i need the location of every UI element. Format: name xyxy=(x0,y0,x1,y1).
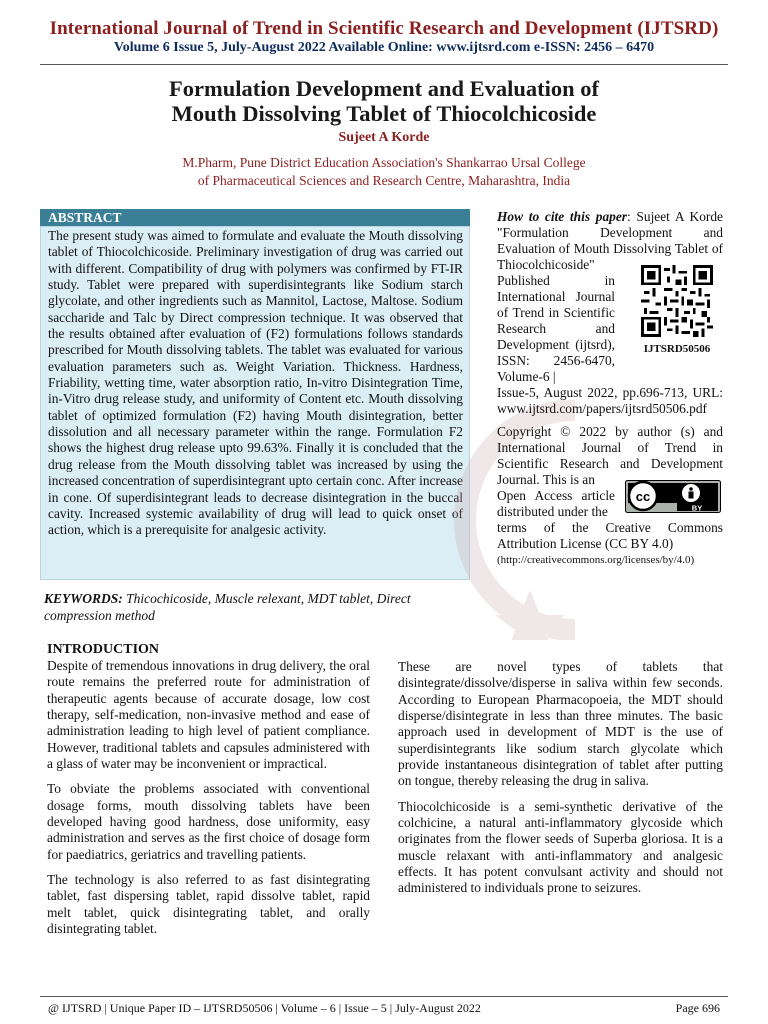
title-line-1: Formulation Development and Evaluation of xyxy=(168,76,600,101)
citation-published: Published in International Journal of Trend in Scientific Research and Development (ijtsrd), ISSN: 2456-6470, Volume-6 | xyxy=(497,273,615,384)
keywords-text: Thicochicoside, Muscle relexant, MDT tablet, Direct compression method xyxy=(44,591,411,623)
qr-block xyxy=(630,265,724,355)
qr-paper-id: IJTSRD50506 xyxy=(643,343,711,355)
author-name: Sujeet A Korde xyxy=(338,130,430,145)
intro-paragraph: Despite of tremendous innovations in drug delivery, the oral route remains the preferred route for administration of therapeutic agents because of accurate dosage, low cost therapy, self-medication, non-invasive method and ease of administration leading to high level of patient compliance. However, traditional tablets and capsules administered with a glass of water may be inconvenient or impractical. xyxy=(47,658,370,772)
qr-code-icon xyxy=(641,265,713,337)
title-line-2: Mouth Dissolving Tablet of Thiocolchicoside xyxy=(171,101,597,126)
citation-label: How to cite this paper xyxy=(497,209,627,224)
affiliation-line-2: of Pharmaceutical Sciences and Research Centre, Maharashtra, India xyxy=(197,173,571,188)
journal-name: International Journal of Trend in Scientific Research and Development (IJTSRD) xyxy=(49,18,719,39)
intro-paragraph: To obviate the problems associated with conventional dosage forms, mouth dissolving tablets have been developed having good hardness, dose uniformity, easy administration and serves as the first choice of dosage form for paediatrics, geriatrics and travelling patients. xyxy=(47,781,370,862)
paper-title xyxy=(0,76,768,126)
license-url[interactable]: (http://creativecommons.org/licenses/by/4.0) xyxy=(497,554,695,566)
intro-paragraph: These are novel types of tablets that disintegrate/dissolve/disperse in saliva within few seconds. According to European Pharmacopoeia, the MDT should disperse/disintegrate in less than three minutes. The basic approach used in development of MDT is the use of superdisintegrants like sodium starch glycolate which provide instantaneous disintegration of tablet after putting on tongue, thereby releasing the drug in saliva. xyxy=(398,659,723,789)
citation-lead: : Sujeet A Korde "Formulation Development and Evaluation of Mouth Dissolving Tablet of Thiocolchicoside" xyxy=(497,209,723,272)
copyright-lead: Copyright © 2022 by author (s) and International Journal of Trend in Scientific Research and Development Journal. This is an xyxy=(497,424,723,487)
copyright-open-access: Open Access article distributed under the xyxy=(497,488,615,519)
affiliation xyxy=(0,154,768,190)
intro-paragraph: Thiocolchicoside is a semi-synthetic derivative of the colchicine, a natural anti-inflammatory glycoside which originates from the flower seeds of Superba gloriosa. It is a muscle relaxant with anti-inflammatory and analgesic effects. It has potent convulsant activity and should not administered to individuals prone to seizures. xyxy=(398,798,723,896)
issue-line: Volume 6 Issue 5, July-August 2022 Available Online: www.ijtsrd.com e-ISSN: 2456 – 6470 xyxy=(113,40,655,55)
citation-tail[interactable]: Issue-5, August 2022, pp.696-713, URL: www.ijtsrd.com/papers/ijtsrd50506.pdf xyxy=(497,385,723,416)
copyright-license: terms of the Creative Commons Attribution License (CC BY 4.0) xyxy=(497,520,723,551)
cc-badge-right-label: BY xyxy=(691,503,703,513)
header-divider xyxy=(40,64,728,65)
keywords xyxy=(44,590,468,624)
abstract-body: The present study was aimed to formulate and evaluate the Mouth dissolving tablet of Thiocolchicoside. Preliminary investigation of drug was carried out with different. Compatibility of drug with polymers was confirmed by FT-IR study. Tablet were prepared with superdisintegrants like Sodium starch glycolate, and other ingredients such as Mannitol, Lactose, Maltose. Sodium saccharide and Talc by Direct compression technique. It was observed that the results obtained after evaluation of (F2) formulations follows standards prescribed for Mouth dissolving tablets. The tablet was evaluated for various evaluation parameters such as. Weight Variation. Thickness. Hardness, Friability, wetting time, water absorption ratio, In-vitro Disintegration Time, in-Vitro drug release study, and uniformity of Content etc. Mouth dissolving tablet of optimized formulation (F2) having Mouth disintegration, better dissolution and all necessary parameter within the range. Formulation F2 shows the highest drug release upto 99.63%. Finally it is concluded that the drug release from the Mouth dissolving tablet was increased by using the increased concentration of superdisintegrant upto certain conc. After increase in cone. Of superdisintegrant leads to decrease disintegration in the buccal cavity. Increased systemic availability of drug will lead to quick onset of action, which is a prerequisite for analgesic activity. xyxy=(40,226,470,580)
page-number: Page 696 xyxy=(675,1001,720,1015)
footer-divider xyxy=(40,996,728,997)
introduction-heading: INTRODUCTION xyxy=(47,642,160,657)
keywords-label: KEYWORDS: xyxy=(44,591,123,606)
intro-paragraph: The technology is also referred to as fast disintegrating tablet, fast dispersing tablet, rapid dissolve tablet, rapid melt tablet, quick disintegrating tablet, and orally disintegrating tablet. xyxy=(47,872,370,937)
intro-left-column xyxy=(47,641,370,947)
abstract-heading: ABSTRACT xyxy=(40,209,470,226)
footer-info: @ IJTSRD | Unique Paper ID – IJTSRD50506 | Volume – 6 | Issue – 5 | July-August 2022 xyxy=(48,1001,481,1015)
cc-by-license-icon[interactable] xyxy=(625,480,721,513)
affiliation-line-1: M.Pharm, Pune District Education Association's Shankarrao Ursal College xyxy=(182,155,586,170)
cc-badge-left-label: cc xyxy=(635,489,651,504)
intro-right-column xyxy=(398,659,723,906)
